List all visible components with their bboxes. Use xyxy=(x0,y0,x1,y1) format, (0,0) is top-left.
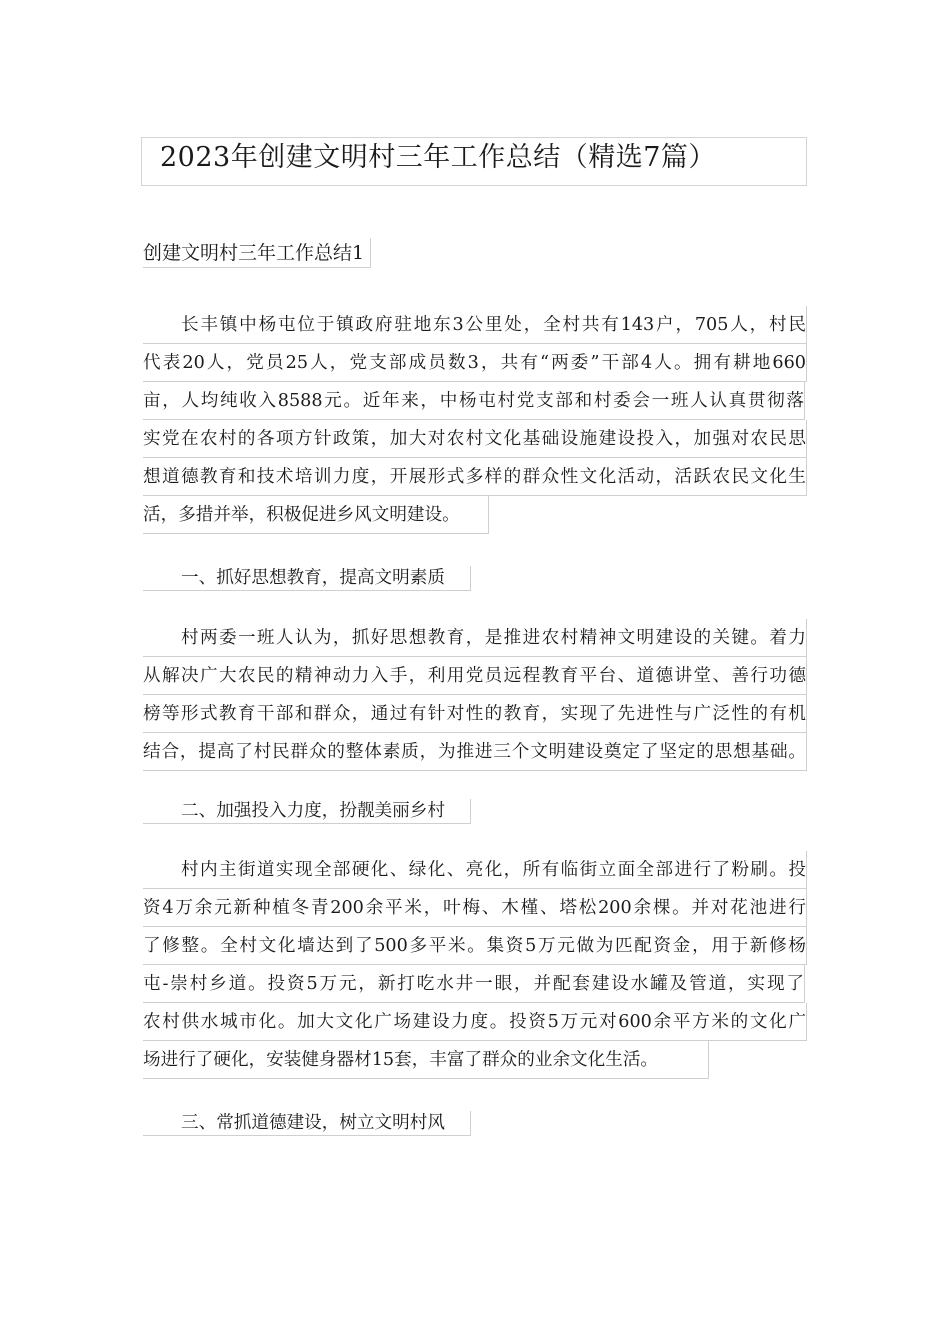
text-line: 实党在农村的各项方针政策，加大对农村文化基础设施建设投入，加强对农民思 xyxy=(143,420,807,458)
text-line: 代表20人，党员25人，党支部成员数3，共有“两委”干部4人。拥有耕地660 xyxy=(143,344,807,382)
section-title: 创建文明村三年工作总结1 xyxy=(143,238,371,268)
paragraph-1 xyxy=(143,306,807,536)
text-line: 屯-崇村乡道。投资5万元，新打吃水井一眼，并配套建设水罐及管道，实现了 xyxy=(143,965,805,1003)
paragraph-2 xyxy=(143,619,807,773)
text-line: 榜等形式教育干部和群众，通过有针对性的教育，实现了先进性与广泛性的有机 xyxy=(143,695,807,733)
text-line: 从解决广大农民的精神动力入手，利用党员远程教育平台、道德讲堂、善行功德 xyxy=(143,657,807,695)
text-line: 农村供水城市化。加大文化广场建设力度。投资5万元对600余平方米的文化广 xyxy=(143,1003,807,1041)
text-line: 资4万余元新种植冬青200余平米，叶梅、木槿、塔松200余棵。并对花池进行 xyxy=(143,889,807,927)
paragraph-3 xyxy=(143,851,807,1081)
text-line: 结合，提高了村民群众的整体素质，为推进三个文明建设奠定了坚定的思想基础。 xyxy=(143,733,807,771)
page-title: 2023年创建文明村三年工作总结（精选7篇） xyxy=(141,137,807,186)
text-line: 场进行了硬化，安装健身器材15套，丰富了群众的业余文化生活。 xyxy=(143,1041,709,1079)
heading-moral-building: 三、常抓道德建设，树立文明村风 xyxy=(143,1111,471,1136)
text-line: 长丰镇中杨屯位于镇政府驻地东3公里处，全村共有143户，705人，村民 xyxy=(143,306,807,344)
text-line: 活，多措并举，积极促进乡风文明建设。 xyxy=(143,496,489,534)
text-line: 村两委一班人认为，抓好思想教育，是推进农村精神文明建设的关键。着力 xyxy=(143,619,807,657)
heading-thought-education: 一、抓好思想教育，提高文明素质 xyxy=(143,566,471,591)
text-line: 村内主街道实现全部硬化、绿化、亮化，所有临街立面全部进行了粉刷。投 xyxy=(143,851,807,889)
text-line: 想道德教育和技术培训力度，开展形式多样的群众性文化活动，活跃农民文化生 xyxy=(143,458,807,496)
heading-investment: 二、加强投入力度，扮靓美丽乡村 xyxy=(143,799,471,824)
text-line: 了修整。全村文化墙达到了500多平米。集资5万元做为匹配资金，用于新修杨 xyxy=(143,927,807,965)
text-line: 亩，人均纯收入8588元。近年来，中杨屯村党支部和村委会一班人认真贯彻落 xyxy=(143,382,805,420)
